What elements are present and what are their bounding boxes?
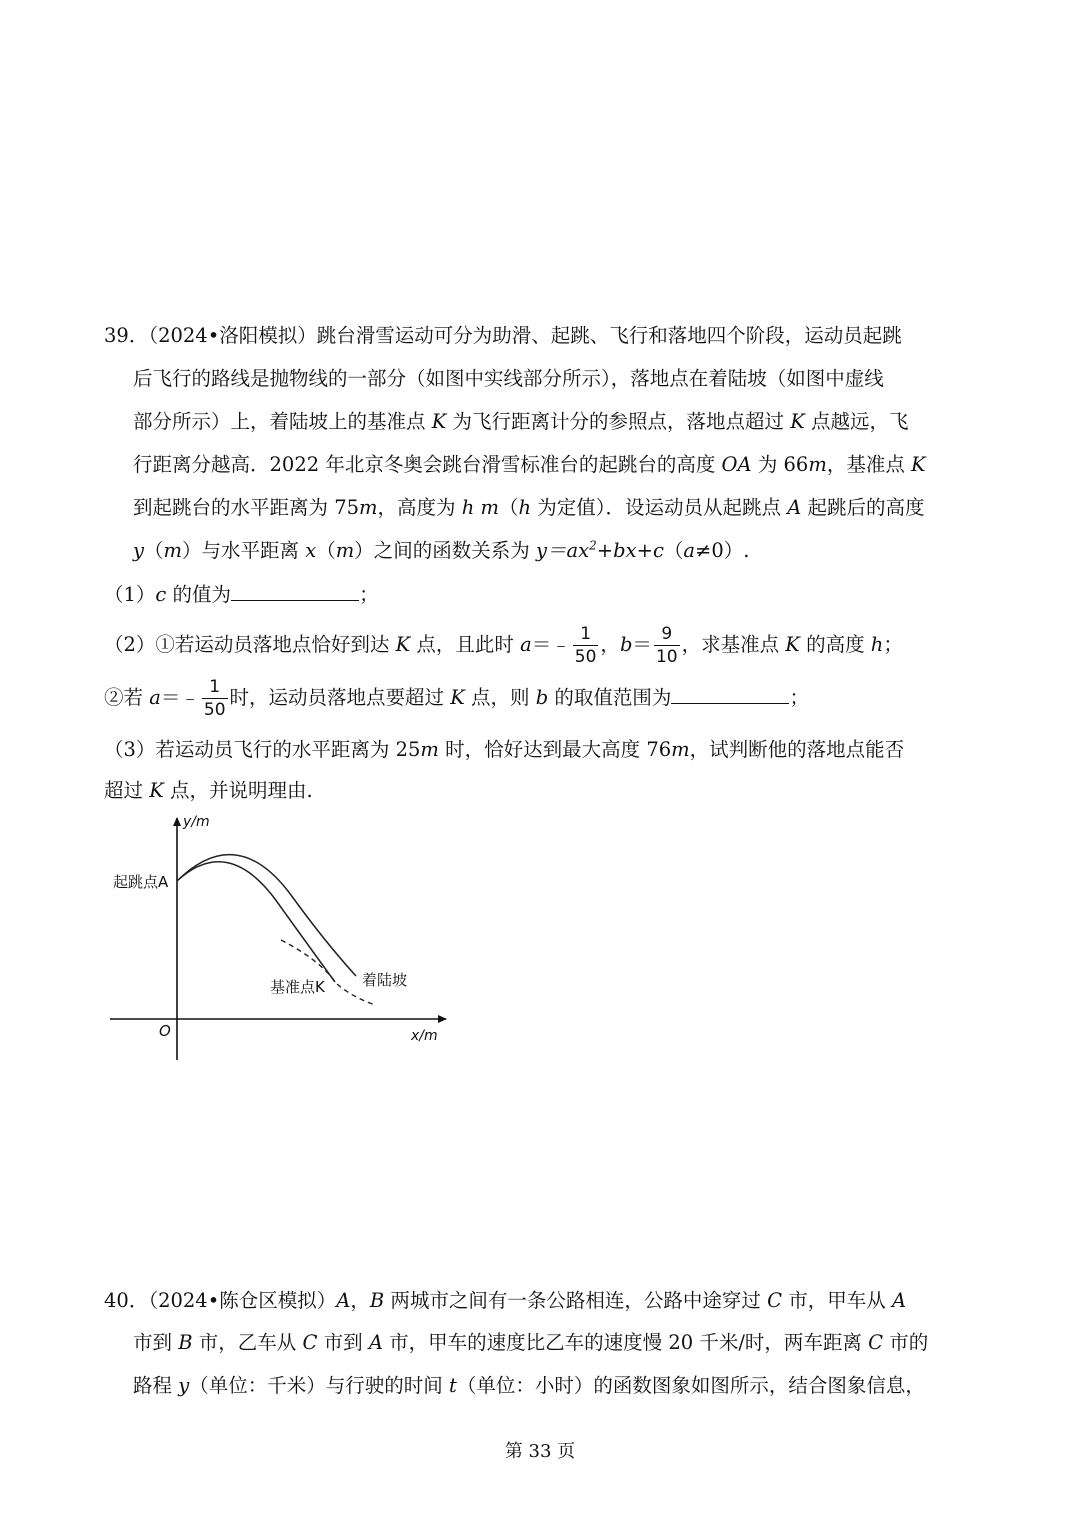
q40-source: （2024•陈仓区模拟） <box>148 1289 337 1312</box>
base-point-label: 基准点K <box>270 978 325 996</box>
q39-line-6: y（m）与水平距离 x（m）之间的函数关系为 $y=ax^2+bx+c(a\ne 0)$. <box>133 538 750 562</box>
page-number: 33 <box>528 1441 552 1462</box>
q40-line-1: 40．（2024•陈仓区模拟）A，B 两城市之间有一条公路相连，公路中途穿过 C 市，甲车从 A <box>104 1289 907 1312</box>
y-axis-label: y/m <box>183 814 210 830</box>
q39-line-4: 行距离分越高．2022 年北京冬奥会跳台滑雪标准台的起跳台的高度 OA 为 66m，基准点 K <box>133 453 926 476</box>
landing-slope-label: 着陆坡 <box>362 971 408 989</box>
q40-line-2: 市到 B 市，乙车从 C 市到 A 市，甲车的速度比乙车的速度慢 20 千米/时，两车距离 C 市的 <box>133 1331 929 1354</box>
q40-number: 40． <box>104 1289 149 1312</box>
fraction-1-50-b: $\frac{1}{50}$ <box>203 676 226 720</box>
origin-label: O <box>159 1022 171 1040</box>
ski-jump-figure <box>100 812 460 1069</box>
q39-line-3: 部分所示）上，着陆坡上的基准点 K 为飞行距离计分的参照点，落地点超过 K 点越远，飞 <box>133 410 909 433</box>
q39-line-1: 39．（2024•洛阳模拟）跳台滑雪运动可分为助滑、起跳、飞行和落地四个阶段，运动员起跳 <box>104 324 902 347</box>
q39-line-2: 后飞行的路线是抛物线的一部分（如图中实线部分所示），落地点在着陆坡（如图中虚线 <box>133 367 884 390</box>
q39-number: 39． <box>104 324 149 347</box>
jump-point-label: 起跳点A <box>113 873 169 891</box>
fraction-9-10: $\frac{9}{10}$ <box>655 623 678 667</box>
trajectory-outer <box>177 855 356 976</box>
q39-part-3-line-2: 超过 K 点，并说明理由. <box>104 779 313 802</box>
q39-part-2-2: ②若 a＝﹣ $\frac{1}{50}$ 时，运动员落地点要超过 K 点，则 b 的取值范围为 ； <box>104 676 809 720</box>
q39-part-2-1: （2）①若运动员落地点恰好到达 K 点，且此时 a＝﹣ $\frac{1}{50}$ ，b＝ $\frac{9}{10}$ ，求基准点 K 的高度 h； <box>104 623 903 667</box>
page-footer: 第 33 页 <box>504 1441 576 1462</box>
q40-line-3: 路程 y（单位：千米）与行驶的时间 t（单位：小时）的函数图象如图所示，结合图象信息， <box>133 1374 925 1397</box>
q39-part-1: （1）c 的值为 ； <box>104 580 379 608</box>
ski-jump-diagram <box>100 812 460 1064</box>
q39-source: （2024•洛阳模拟） <box>148 324 317 347</box>
answer-blank-c[interactable] <box>231 580 359 601</box>
q39-formula: $y=ax^2+bx+c$ <box>536 538 664 562</box>
q39-part-3-line-1: （3）若运动员飞行的水平距离为 25m 时，恰好达到最大高度 76m，试判断他的落地点能否 <box>104 738 905 761</box>
q39-line-5: 到起跳台的水平距离为 75m，高度为 h m（h 为定值）．设运动员从起跳点 A 起跳后的高度 <box>133 496 925 519</box>
x-axis-label: x/m <box>411 1028 438 1044</box>
answer-blank-b-range[interactable] <box>671 683 789 704</box>
fraction-1-50: $\frac{1}{50}$ <box>574 623 597 667</box>
